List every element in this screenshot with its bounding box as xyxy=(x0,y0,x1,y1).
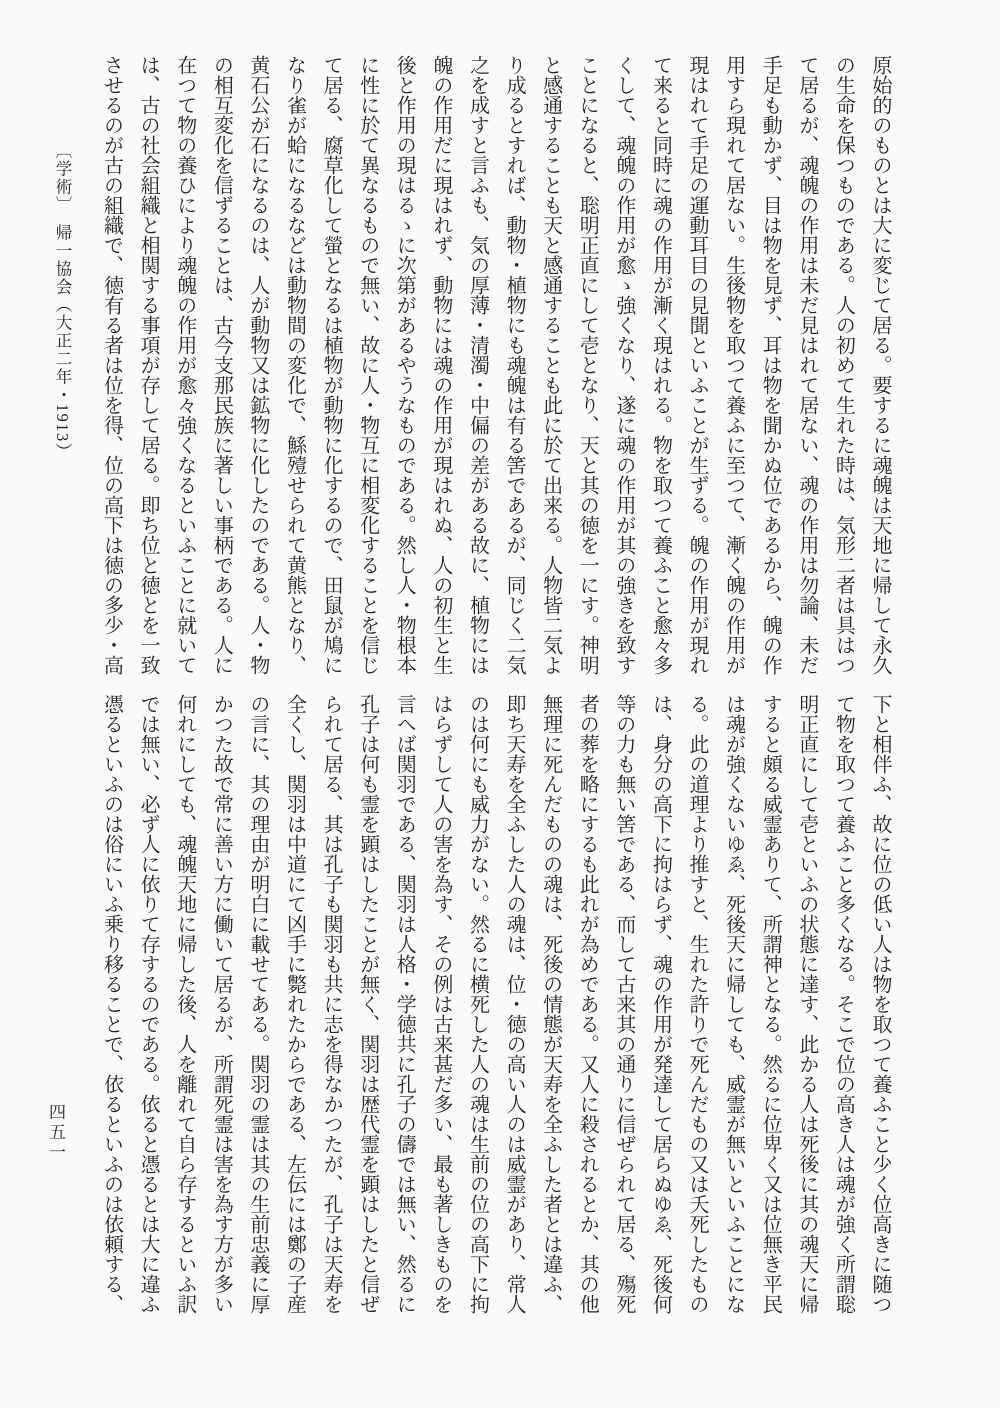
text-line: と感通することも天と感通することも此に於て出来る。人物皆二気よ xyxy=(539,55,562,675)
text-line: では無い、必ず人に依りて存するのである。依ると憑るとは大に違ふ xyxy=(137,694,160,1314)
text-line: 手足も動かず、目は物を見ず、耳は物を聞かぬ位であるから、魄の作 xyxy=(759,55,782,675)
text-line: の言に、其の理由が明白に載せてある。関羽の霊は其の生前忠義に厚 xyxy=(246,694,269,1314)
text-line: られて居る、其は孔子も関羽も共に志を得なかつたが、孔子は天寿を xyxy=(320,694,343,1314)
text-line: 用すら現れて居ない。生後物を取つて養ふに至つて、漸く魄の作用が xyxy=(722,55,745,675)
text-line: 者の葬を略にするも此れが為めである。又人に殺されるとか、其の他 xyxy=(576,694,599,1314)
text-line: 何れにしても、魂魄天地に帰した後、人を離れて自ら存するといふ訳 xyxy=(173,694,196,1314)
top-text-block xyxy=(91,55,898,683)
text-line: 憑るといふのは俗にいふ乗り移ることで、依るといふのは依頼する、 xyxy=(100,694,123,1314)
text-line: なり雀が蛤になるなどは動物間の変化で、鯀殪せられて黄熊となり、 xyxy=(283,55,306,675)
text-line: る。此の道理より推すと、生れた許りで死んだもの又は夭死したもの xyxy=(686,694,709,1314)
text-line: て居る、腐草化して螢となるは植物が動物に化するので、田鼠が鳩に xyxy=(320,55,343,675)
text-line: かつた故で常に善い方に働いて居るが、所謂死霊は害を為す方が多い xyxy=(210,694,233,1314)
text-line: のは何にも威力がない。然るに横死した人の魂は生前の位の高下に拘 xyxy=(466,694,489,1314)
text-line: 原始的のものとは大に変じて居る。要するに魂魄は天地に帰して永久 xyxy=(869,55,891,675)
text-line: 無理に死んだものの魂は、死後の情態が天寿を全ふした者とは違ふ、 xyxy=(539,694,562,1314)
text-line: は、身分の高下に拘はらず、魂の作用が発達して居らぬゆゑ、死後何 xyxy=(649,694,672,1314)
text-line: はらずして人の害を為す、その例は古来甚だ多い、最も著しきものを xyxy=(429,694,452,1314)
text-line: の相互変化を信ずることは、古今支那民族に著しい事柄である。人に xyxy=(210,55,233,675)
text-line: て来ると同時に魂の作用が漸く現はれる。物を取つて養ふこと愈々多 xyxy=(649,55,672,675)
text-line: 在つて物の養ひにより魂魄の作用が愈々強くなるといふことに就いて xyxy=(173,55,196,675)
bottom-text-block xyxy=(91,694,898,1322)
text-line: 後と作用の現はるゝに次第があるやうなものである。然し人・物根本 xyxy=(393,55,416,675)
text-line: させるのが古の組織で、徳有る者は位を得、位の高下は徳の多少・高 xyxy=(100,55,123,675)
text-line: 言へば関羽である、関羽は人格・学徳共に孔子の儔では無い、然るに xyxy=(393,694,416,1314)
text-line: は、古の社会組織と相関する事項が存して居る。即ち位と徳とを一致 xyxy=(137,55,160,675)
text-line: に性に於て異なるもので無い、故に人・物互に相変化することを信じ xyxy=(356,55,379,675)
text-line: の生命を保つものである。人の初めて生れた時は、気形二者は具はつ xyxy=(832,55,855,675)
text-line: 全くし、関羽は中道にて凶手に斃れたからである、左伝には鄭の子産 xyxy=(283,694,306,1314)
text-line: 黄石公が石になるのは、人が動物又は鉱物に化したのである。人・物 xyxy=(246,55,269,675)
text-line: 孔子は何も霊を顕はしたことが無く、関羽は歴代霊を顕はしたと信ぜ xyxy=(356,694,379,1314)
text-line: は魂が強くないゆゑ、死後天に帰しても、威霊が無いといふことにな xyxy=(722,694,745,1314)
page-number: 四五一 xyxy=(46,1103,65,1163)
text-line: り成るとすれば、動物・植物にも魂魄は有る筈であるが、同じく二気 xyxy=(503,55,526,675)
text-line: ことになると、聡明正直にして壱となり、天と其の徳を一にす。神明 xyxy=(576,55,599,675)
text-line: 等の力も無い筈である、而して古来其の通りに信ぜられて居る、殤死 xyxy=(612,694,635,1314)
text-line: 明正直にして壱といふの状態に達す、此かる人は死後に其の魂天に帰 xyxy=(795,694,818,1314)
text-line: 現はれて手足の運動耳目の見聞といふことが生ずる。魄の作用が現れ xyxy=(686,55,709,675)
text-line: 魄の作用だに現はれず、動物には魂の作用が現はれぬ、人の初生と生 xyxy=(429,55,452,675)
category-source-label: 〔学術〕 帰一協会（大正二年・1913） xyxy=(53,142,72,461)
text-line: て居るが、魂魄の作用は未だ見はれて居ない、魂の作用は勿論、未だ xyxy=(795,55,818,675)
text-line: すると頗る威霊ありて、所謂神となる。然るに位卑く又は位無き平民 xyxy=(759,694,782,1314)
text-line: 之を成すと言ふも、気の厚薄・清濁・中偏の差がある故に、植物には xyxy=(466,55,489,675)
text-line: 即ち天寿を全ふした人の魂は、位・徳の高い人のは威霊があり、常人 xyxy=(503,694,526,1314)
text-line: くして、魂魄の作用が愈ゝ強くなり、遂に魂の作用が其の強きを致す xyxy=(612,55,635,675)
text-line: て物を取つて養ふこと多くなる。そこで位の高き人は魂が強く所謂聡 xyxy=(832,694,855,1314)
text-line: 下と相伴ふ、故に位の低い人は物を取つて養ふこと少く位高きに随つ xyxy=(869,694,891,1314)
